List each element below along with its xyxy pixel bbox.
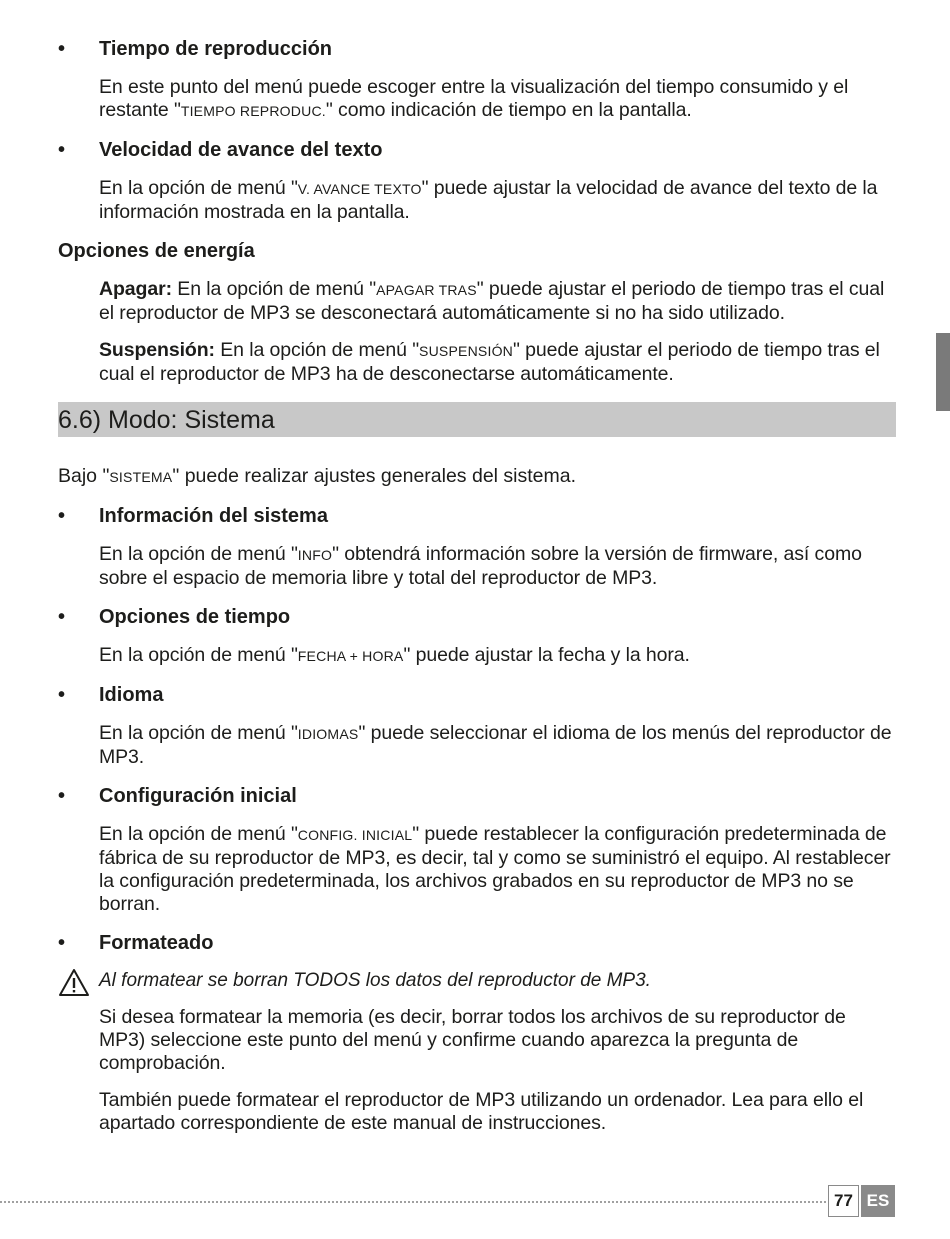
heading-configuracion-inicial: • Configuración inicial [58,785,297,807]
bullet: • [58,139,66,161]
footer-divider [0,1201,826,1203]
paragraph-idioma: En la opción de menú "IDIOMAS" puede seleccionar el idioma de los menús del reproductor de MP3. [99,722,892,768]
warning-triangle-icon [58,968,90,1006]
bullet: • [58,505,66,527]
language-badge: ES [861,1185,895,1217]
heading-velocidad: • Velocidad de avance del texto [58,139,383,161]
heading-tiempo-reproduccion: • Tiempo de reproducción [58,38,332,60]
heading-formateado: • Formateado [58,932,214,954]
paragraph-informacion: En la opción de menú "INFO" obtendrá información sobre la versión de firmware, así como sobre el espacio de memoria libre y total del reproductor de MP3. [99,543,862,589]
paragraph-formateado-1: Si desea formatear la memoria (es decir, borrar todos los archivos de su reproductor de MP3) seleccione este punto del menú y confirme cuando aparezca la pregunta de comprobación. [99,1006,846,1074]
paragraph-sistema-intro: Bajo "SISTEMA" puede realizar ajustes generales del sistema. [58,465,577,487]
heading-idioma: • Idioma [58,684,164,706]
bullet: • [58,932,66,954]
paragraph-apagar: Apagar: En la opción de menú "APAGAR TRAS" puede ajustar el periodo de tiempo tras el cual el reproductor de MP3 se desconectará automáticamente si no ha sido utilizado. [99,278,885,324]
section-title: 6.6) Modo: Sistema [58,406,275,434]
bullet: • [58,38,66,60]
section-title-bar [58,402,896,437]
page-content [58,36,896,1149]
bullet: • [58,684,66,706]
warning-note: Al formatear se borran TODOS los datos del reproductor de MP3. [58,968,896,994]
heading-informacion-sistema: • Información del sistema [58,505,328,527]
paragraph-formateado-2: También puede formatear el reproductor de MP3 utilizando un ordenador. Lea para ello el apartado correspondiente de este manual de instrucciones. [99,1089,864,1134]
chapter-tab-marker [936,333,950,411]
paragraph-configuracion: En la opción de menú "CONFIG. INICIAL" puede restablecer la configuración predeterminada de fábrica de su reproductor de MP3, es decir, tal y como se suministró el equipo. Al restablecer la configuración predeterminada, los archivos grabados en su reproductor de MP3 no se borran. [99,823,891,915]
bullet: • [58,606,66,628]
heading-opciones-tiempo: • Opciones de tiempo [58,606,291,628]
page-number: 77 [828,1185,859,1217]
paragraph-suspension: Suspensión: En la opción de menú "SUSPENSIÓN" puede ajustar el periodo de tiempo tras el cual el reproductor de MP3 ha de desconectarse automáticamente. [99,339,880,385]
paragraph-opciones-tiempo: En la opción de menú "FECHA + HORA" puede ajustar la fecha y la hora. [99,644,690,666]
heading-opciones-energia: Opciones de energía [58,240,255,262]
paragraph-velocidad: En la opción de menú "V. AVANCE TEXTO" puede ajustar la velocidad de avance del texto de la información mostrada en la pantalla. [99,177,878,223]
paragraph-tiempo-reproduccion: En este punto del menú puede escoger entre la visualización del tiempo consumido y el restante "TIEMPO REPRODUC." como indicación de tiempo en la pantalla. [99,76,849,121]
bullet: • [58,785,66,807]
